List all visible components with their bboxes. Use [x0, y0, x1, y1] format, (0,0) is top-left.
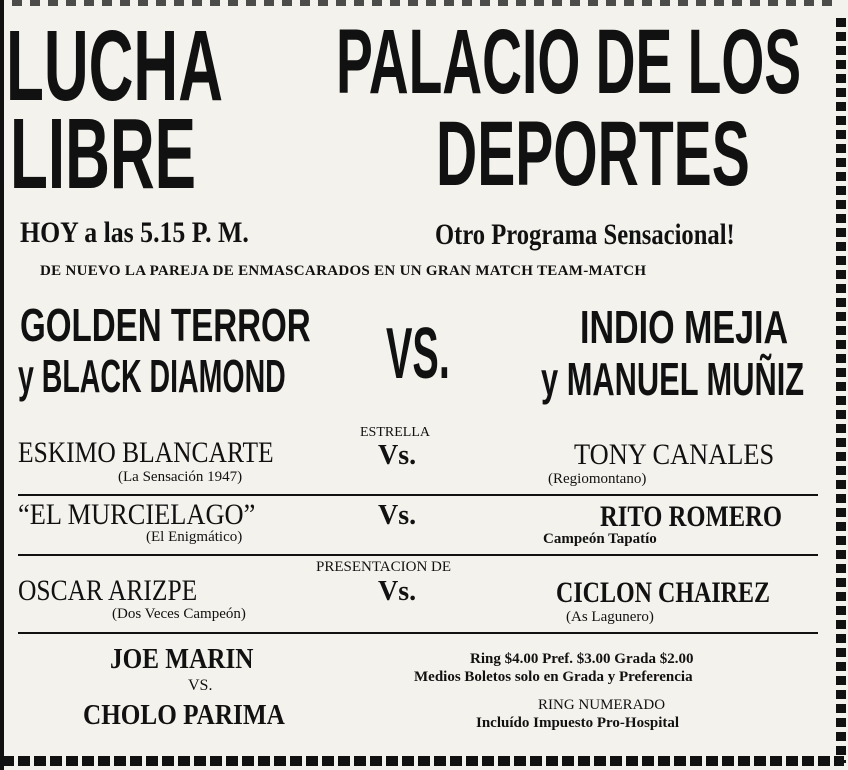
price-line-2: Medios Boletos solo en Grada y Preferencia	[414, 669, 693, 685]
opener-vs: VS.	[188, 677, 213, 694]
bout-1-right: TONY CANALES	[574, 438, 775, 471]
bout-2-left: “EL MURCIELAGO”	[18, 498, 256, 531]
time-line: HOY a las 5.15 P. M.	[20, 216, 249, 249]
opener-right: CHOLO PARIMA	[83, 700, 285, 731]
price-line-3: RING NUMERADO	[538, 697, 666, 713]
subtitle: DE NUEVO LA PAREJA DE ENMASCARADOS EN UN GRAN MATCH TEAM-MATCH	[40, 263, 647, 279]
main-right-line1: INDIO MEJIA	[580, 301, 789, 353]
price-line-4: Incluído Impuesto Pro-Hospital	[476, 715, 680, 731]
divider-2	[18, 554, 818, 556]
main-right-line2: y MANUEL MUÑIZ	[541, 353, 805, 405]
price-line-1: Ring $4.00 Pref. $3.00 Grada $2.00	[470, 651, 694, 667]
libre-title: LIBRE	[10, 98, 196, 210]
bout-2-right: RITO ROMERO	[600, 500, 783, 533]
palacio-title: PALACIO DE LOS	[336, 11, 802, 113]
bout-2-vs: Vs.	[378, 500, 417, 531]
bout-3-right: CICLON CHAIREZ	[556, 576, 771, 609]
top-border	[12, 0, 832, 6]
bottom-dashed-border	[2, 756, 844, 766]
left-border	[0, 0, 4, 770]
bout-3-left: OSCAR ARIZPE	[18, 574, 198, 607]
program-line: Otro Programa Sensacional!	[435, 218, 735, 251]
lucha-title: LUCHA	[6, 10, 223, 122]
bout-3-vs: Vs.	[378, 576, 417, 607]
bout-1-left-sub: (La Sensación 1947)	[118, 469, 243, 485]
bout-3-left-sub: (Dos Veces Campeón)	[112, 606, 246, 622]
bout-3-tag: PRESENTACION DE	[316, 559, 452, 575]
divider-1	[18, 494, 818, 496]
right-dashed-border	[836, 18, 846, 763]
opener-left: JOE MARIN	[110, 644, 254, 675]
bout-1-tag: ESTRELLA	[360, 425, 430, 440]
deportes-title: DEPORTES	[436, 103, 750, 205]
bout-3-right-sub: (As Lagunero)	[566, 609, 654, 625]
main-left-line1: GOLDEN TERROR	[20, 299, 311, 351]
bout-1-vs: Vs.	[378, 440, 417, 471]
bout-1-left: ESKIMO BLANCARTE	[18, 436, 274, 469]
bout-2-left-sub: (El Enigmático)	[146, 529, 243, 545]
main-left-line2: y BLACK DIAMOND	[18, 350, 286, 402]
main-vs: VS.	[386, 314, 450, 394]
divider-3	[18, 632, 818, 634]
bout-2-right-sub: Campeón Tapatío	[543, 531, 657, 547]
bout-1-right-sub: (Regiomontano)	[548, 471, 647, 487]
